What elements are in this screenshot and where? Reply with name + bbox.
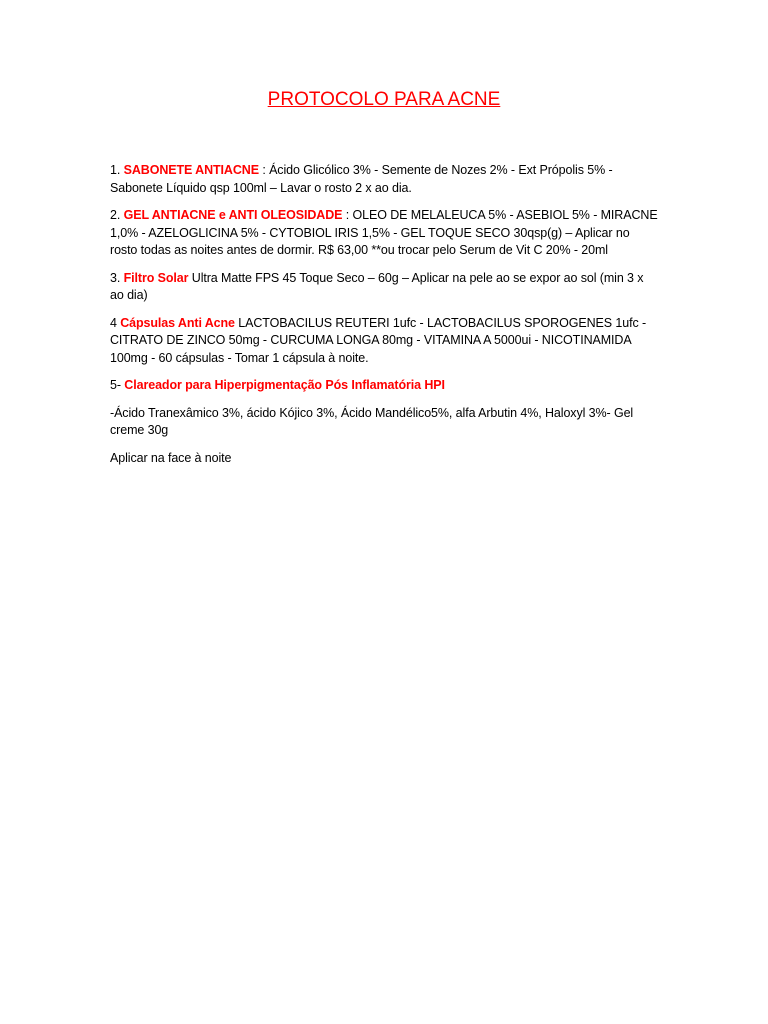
item-heading: SABONETE ANTIACNE [123,163,259,177]
item-number: 4 [110,315,121,330]
item-text: : OLEO DE MELALEUCA 5% - ASEBIOL 5% - MIRACNE 1,0% - AZELOGLICINA 5% - CYTOBIOL IRIS 1,5% - GEL TOQUE SECO 30qsp(g) – Aplicar no rosto todas as noites antes de dormir. R$ 63,00 **ou trocar pelo Serum de Vit C 20% - 20ml [110,208,658,257]
item-text: LACTOBACILUS REUTERI 1ufc - LACTOBACILUS SPOROGENES 1ufc - CITRATO DE ZINCO 50mg - CURCUMA LONGA 80mg - VITAMINA A 5000ui - NICOTINAMIDA 100mg - 60 cápsulas - Tomar 1 cápsula à noite. [110,315,647,365]
protocol-item-1 [110,162,658,197]
item-number: 2. [110,208,124,222]
item-heading: Cápsulas Anti Acne [120,315,235,330]
document-page [110,0,658,477]
protocol-item-5 [110,377,658,395]
item-heading: GEL ANTIACNE e ANTI OLEOSIDADE [123,208,343,222]
item-number: 3. [110,270,124,285]
item-heading: Clareador para Hiperpigmentação Pós Inflamatória HPI [124,378,445,392]
item-number: 1. [110,163,124,177]
item-text: : Ácido Glicólico 3% - Semente de Nozes 2% - Ext Própolis 5% - Sabonete Líquido qsp 100ml – Lavar o rosto 2 x ao dia. [110,163,613,195]
document-title: PROTOCOLO PARA ACNE [267,89,501,110]
protocol-item-4 [110,315,658,368]
protocol-item-2 [110,207,658,260]
item-number: 5- [110,378,125,392]
protocol-item-5-detail: -Ácido Tranexâmico 3%, ácido Kójico 3%, Ácido Mandélico5%, alfa Arbutin 4%, Haloxyl 3%- Gel creme 30g [110,405,634,437]
protocol-item-3 [110,270,658,305]
protocol-item-5-instructions: Aplicar na face à noite [110,450,232,465]
item-heading: Filtro Solar [123,270,189,285]
item-text: Ultra Matte FPS 45 Toque Seco – 60g – Aplicar na pele ao se expor ao sol (min 3 x ao dia) [110,270,644,302]
